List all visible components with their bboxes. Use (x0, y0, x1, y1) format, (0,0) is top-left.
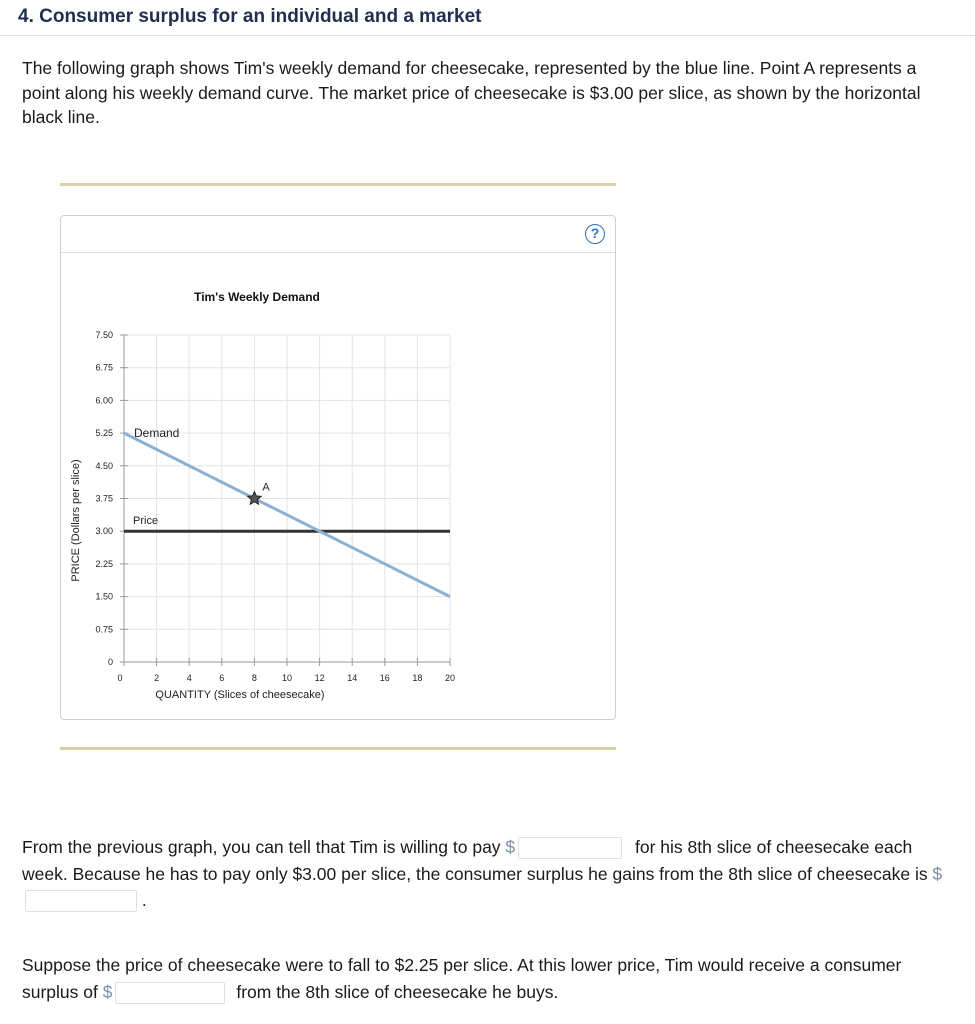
y-tick-label: 6.00 (95, 395, 113, 406)
q2-text-1: Suppose the price of cheesecake were to fall to $2.25 per slice. At this lower price, Tim would receive a consumer surplus of (22, 955, 902, 1002)
x-tick-label: 18 (412, 673, 423, 683)
willingness-to-pay-input[interactable] (518, 837, 622, 859)
x-axis-label: QUANTITY (Slices of cheesecake) (155, 689, 325, 701)
y-tick-label: 6.75 (95, 362, 113, 373)
consumer-surplus-input[interactable] (25, 890, 137, 912)
lower-price-surplus-input[interactable] (115, 982, 225, 1004)
intro-paragraph: The following graph shows Tim's weekly demand for cheesecake, represented by the blue line. Point A represents a point along his weekly demand curve. The market price of cheesecake is $3.00 per slice, as shown by the horizontal black line. (22, 58, 921, 127)
y-tick-label: 2.25 (95, 558, 113, 569)
x-tick-label: 16 (379, 673, 390, 683)
y-tick-label: 7.50 (95, 330, 113, 340)
x-tick-label: 12 (314, 673, 325, 683)
graph-panel (60, 215, 616, 720)
x-tick-label: 0 (117, 673, 123, 683)
help-icon[interactable]: ? (585, 224, 605, 244)
currency-symbol: $ (505, 837, 516, 857)
y-tick-label: 0 (107, 657, 113, 667)
price-label: Price (133, 515, 159, 528)
y-tick-label: 5.25 (95, 428, 113, 439)
divider-top (60, 183, 616, 186)
divider-bottom (60, 747, 616, 750)
question-title: 4. Consumer surplus for an individual and a market (18, 6, 482, 27)
x-tick-label: 4 (186, 673, 192, 683)
question-2 (22, 952, 952, 1005)
point-a-label: A (262, 481, 270, 494)
x-tick-label: 20 (444, 673, 456, 683)
currency-symbol: $ (932, 863, 943, 884)
demand-label: Demand (134, 426, 180, 441)
x-tick-label: 14 (347, 673, 358, 683)
question-1 (22, 834, 952, 914)
x-tick-label: 6 (219, 673, 225, 683)
y-tick-label: 3.00 (95, 526, 113, 537)
q1-text-1: From the previous graph, you can tell that Tim is willing to pay (22, 837, 506, 857)
q1-text-3: . (137, 890, 147, 910)
x-tick-label: 2 (154, 673, 160, 683)
demand-chart (61, 216, 615, 719)
y-tick-label: 1.50 (95, 591, 113, 602)
y-axis-label: PRICE (Dollars per slice) (70, 459, 82, 582)
question-heading-bar (0, 0, 975, 36)
y-tick-label: 4.50 (95, 460, 113, 471)
y-tick-label: 0.75 (95, 624, 113, 635)
x-tick-label: 8 (251, 673, 257, 683)
q2-text-2: from the 8th slice of cheesecake he buys. (231, 981, 559, 1002)
chart-title: Tim's Weekly Demand (194, 290, 320, 304)
x-tick-label: 10 (281, 673, 293, 683)
q1-text-2: for his 8th slice of cheesecake each week. Because he has to pay only $3.00 per slice, the consumer surplus he gains from the 8th slice of cheesecake is (22, 837, 933, 884)
currency-symbol: $ (102, 981, 113, 1002)
y-tick-label: 3.75 (95, 493, 113, 504)
